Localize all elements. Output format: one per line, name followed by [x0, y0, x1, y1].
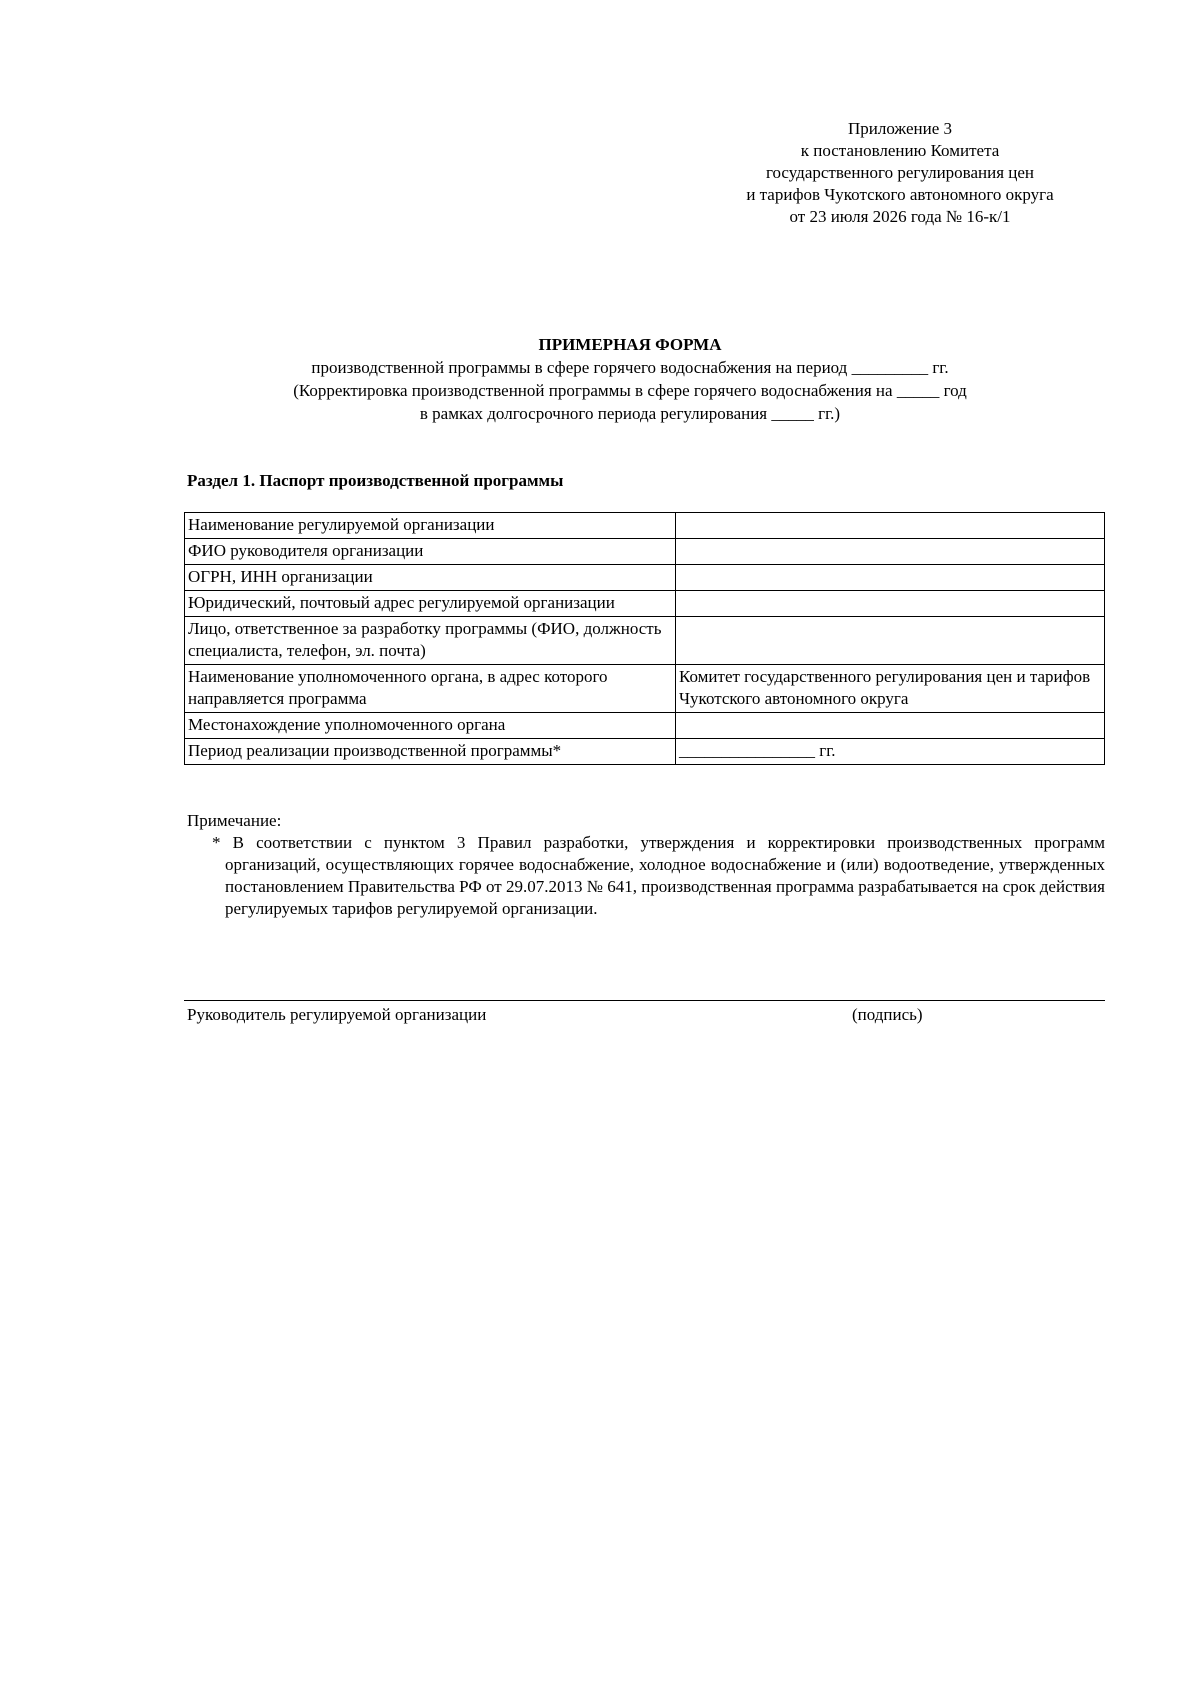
- row-value[interactable]: [676, 591, 1105, 617]
- row-label: ФИО руководителя организации: [185, 539, 676, 565]
- row-value[interactable]: [676, 617, 1105, 665]
- note-text: * В соответствии с пунктом 3 Правил разработки, утверждения и корректировки производственных программ организаций, осуществляющих горячее водоснабжение, холодное водоснабжение и (или) водоотведение, утвержденных постановлением Правительства РФ от 29.07.2013 № 641, производственная программа разрабатывается на срок действия регулируемых тарифов регулируемой организации.: [212, 833, 1105, 918]
- row-value[interactable]: [676, 539, 1105, 565]
- signature-left-label: Руководитель регулируемой организации: [187, 1005, 487, 1024]
- table-row: [185, 739, 1105, 765]
- appendix-line: к постановлению Комитета: [800, 141, 1000, 160]
- title-line: (Корректировка производственной программы в сфере горячего водоснабжения на _____ год: [293, 381, 967, 400]
- row-label: ОГРН, ИНН организации: [185, 565, 676, 591]
- row-value[interactable]: Комитет государственного регулирования цен и тарифов Чукотского автономного округа: [676, 665, 1105, 713]
- appendix-line: Приложение 3: [848, 119, 952, 138]
- table-row: [185, 617, 1105, 665]
- appendix-line: и тарифов Чукотского автономного округа: [746, 185, 1054, 204]
- row-label: Местонахождение уполномоченного органа: [185, 713, 676, 739]
- row-value[interactable]: [676, 713, 1105, 739]
- table-row: [185, 591, 1105, 617]
- appendix-line: от 23 июля 2026 года № 16-к/1: [789, 207, 1011, 226]
- row-label: Наименование уполномоченного органа, в адрес которого направляется программа: [185, 665, 676, 713]
- signature-line: [184, 1000, 1105, 1024]
- table-row: [185, 539, 1105, 565]
- row-value[interactable]: [676, 513, 1105, 539]
- passport-table: [184, 512, 1105, 765]
- appendix-header: [710, 118, 1090, 228]
- row-label: Наименование регулируемой организации: [185, 513, 676, 539]
- table-row: [185, 513, 1105, 539]
- signature-right-label: (подпись): [852, 1005, 923, 1024]
- row-label: Юридический, почтовый адрес регулируемой организации: [185, 591, 676, 617]
- title-line: производственной программы в сфере горячего водоснабжения на период _________ гг.: [311, 358, 949, 377]
- title-line: в рамках долгосрочного периода регулирования _____ гг.): [419, 404, 841, 423]
- appendix-line: государственного регулирования цен: [765, 163, 1035, 182]
- document-title-block: [240, 333, 1020, 425]
- row-label: Период реализации производственной программы*: [185, 739, 676, 765]
- row-value[interactable]: [676, 565, 1105, 591]
- document-heading: ПРИМЕРНАЯ ФОРМА: [538, 335, 722, 354]
- row-value[interactable]: ________________ гг.: [676, 739, 1105, 765]
- note-heading: Примечание:: [187, 811, 282, 830]
- note-block: [187, 810, 1105, 920]
- table-row: [185, 565, 1105, 591]
- section-title: Раздел 1. Паспорт производственной программы: [187, 471, 564, 490]
- row-label: Лицо, ответственное за разработку программы (ФИО, должность специалиста, телефон, эл. почта): [185, 617, 676, 665]
- table-row: [185, 713, 1105, 739]
- table-row: [185, 665, 1105, 713]
